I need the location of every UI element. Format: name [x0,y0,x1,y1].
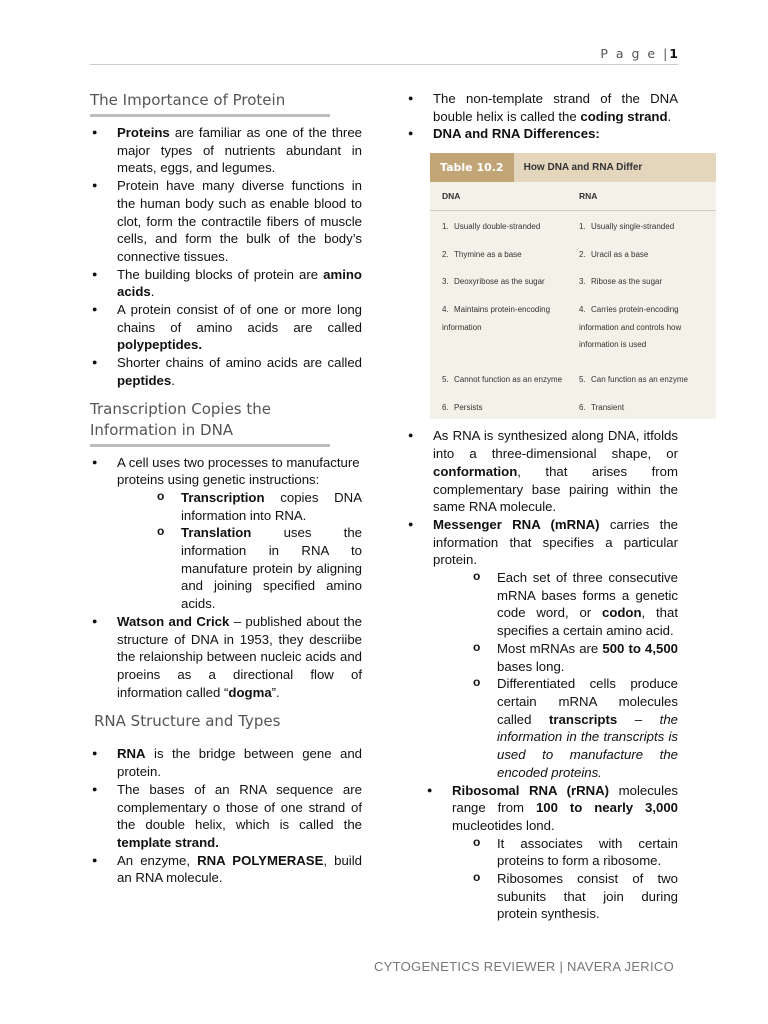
table-cell-dna: 1. Usually double-stranded [442,221,541,231]
section-heading-protein: The Importance of Protein [90,90,330,117]
sub-list-item: o Transcription copies DNA information into RNA. [154,489,362,524]
sub-list-item: o Most mRNAs are 500 to 4,500 bases long. [470,640,678,675]
dna-rna-table [430,153,716,419]
list-item: ● Watson and Crick – published about the structure of DNA in 1953, they descriibe the relaionship between nucleic acids and proeins as a directional flow of information called “dogma”. [90,613,362,702]
table-column-headers [430,182,716,211]
column-dna: DNA [442,191,461,202]
list-item: ● The building blocks of protein are amino acids. [90,266,362,301]
rna-structure-list [90,745,362,887]
table-cell-rna: 2. Uracil as a base [579,249,649,259]
list-item: ● A protein consist of of one or more long chains of amino acids are called polypeptides. [90,301,362,354]
section-heading-transcription: Transcription Copies the Information in DNA [90,399,330,447]
table-cell-dna: 2. Thymine as a base [442,249,522,259]
list-item: ● Protein have many diverse functions in the human body such as enable blood to clot, form the contractile fibers of muscle cells, and form the bulk of the body’s connective tissues. [90,177,362,266]
table-cell-rna: 6. Transient [579,402,625,412]
sub-list [470,835,678,924]
column-rna: RNA [579,191,598,202]
sub-list-item: o Ribosomes consist of two subunits that join during protein synthesis. [470,870,678,923]
list-item: ● Proteins are familiar as one of the three major types of nutrients abundant in meats, eggs, and legumes. [90,124,362,177]
sub-list-item: o Each set of three consecutive mRNA bases forms a genetic code word, or codon, that specifies a certain amino acid. [470,569,678,640]
sub-list-item: o Differentiated cells produce certain mRNA molecules called transcripts – the information in the transcripts is used to manufacture the encoded proteins. [470,675,678,781]
list-item: ● As RNA is synthesized along DNA, itfolds into a three-dimensional shape, or conformation, that arises from complementary base pairing within the same RNA molecule. [406,427,678,516]
list-item: ● A cell uses two processes to manufacture proteins using genetic instructions: o Transcription copies DNA information into RNA. o Translation uses the information in RNA to manufature protein by aligning and joining specified amino acids. [90,454,362,613]
table-cell-rna: 3. Ribose as the sugar [579,277,663,287]
protein-list [90,124,362,390]
header-rule [90,64,678,65]
right-column [406,90,688,923]
rna-types-list [406,427,678,781]
table-row [430,211,716,239]
left-column [90,90,362,887]
table-cell-dna: 3. Deoxyribose as the sugar [442,277,545,287]
list-item: ● Shorter chains of amino acids are called peptides. [90,354,362,389]
sub-list [470,569,678,781]
table-number: Table 10.2 [430,153,514,182]
table-cell-dna: 4. Maintains protein-encoding information [442,304,551,332]
table-header [430,153,716,182]
table-title: How DNA and RNA Differ [523,161,643,173]
transcription-list [90,454,362,702]
table-cell-rna: 4. Carries protein-encoding information and controls how information is used [579,304,682,350]
table-row [430,294,716,364]
dna-list [406,90,678,143]
table-row [430,392,716,420]
page-number: P a g e |1 [600,46,678,61]
list-item: ● Messenger RNA (mRNA) carries the information that specifies a particular protein. o Each set of three consecutive mRNA bases forms a genetic code word, or codon, that specifies a certain amino acid. o Most mRNAs are 500 to 4,500 bases long. o Differentiated cells produce certain mRNA molecules called transcripts – the information in the transcripts is used to manufacture the encoded proteins. [406,516,678,782]
table-row [430,239,716,267]
table-cell-rna: 1. Usually single-stranded [579,221,675,231]
list-item: ● The non-template strand of the DNA bouble helix is called the coding strand. [406,90,678,125]
table-row [430,364,716,392]
table-cell-dna: 5. Cannot function as an enzyme [442,375,563,385]
list-item: ● RNA is the bridge between gene and protein. [90,745,362,780]
list-item: ● DNA and RNA Differences: [406,125,678,143]
page-footer: CYTOGENETICS REVIEWER | NAVERA JERICO [373,959,674,974]
list-item: ● Ribosomal RNA (rRNA) molecules range from 100 to nearly 3,000 mucleotides lond. o It associates with certain proteins to form a ribosome. o Ribosomes consist of two subunits that join during protein synthesis. [425,782,678,924]
list-item: ● The bases of an RNA sequence are complementary o those of one strand of the double helix, which is called the template strand. [90,781,362,852]
sub-list-item: o Translation uses the information in RNA to manufature protein by aligning and joining specified amino acids. [154,524,362,613]
table-cell-rna: 5. Can function as an enzyme [579,375,688,385]
sub-list-item: o It associates with certain proteins to form a ribosome. [470,835,678,870]
table-cell-dna: 6. Persists [442,402,483,412]
rrna-list [425,782,678,924]
sub-list [154,489,362,613]
table-body [430,211,716,420]
section-heading-rna-structure: RNA Structure and Types [94,712,281,731]
list-item: ● An enzyme, RNA POLYMERASE, build an RNA molecule. [90,852,362,887]
table-row [430,266,716,294]
